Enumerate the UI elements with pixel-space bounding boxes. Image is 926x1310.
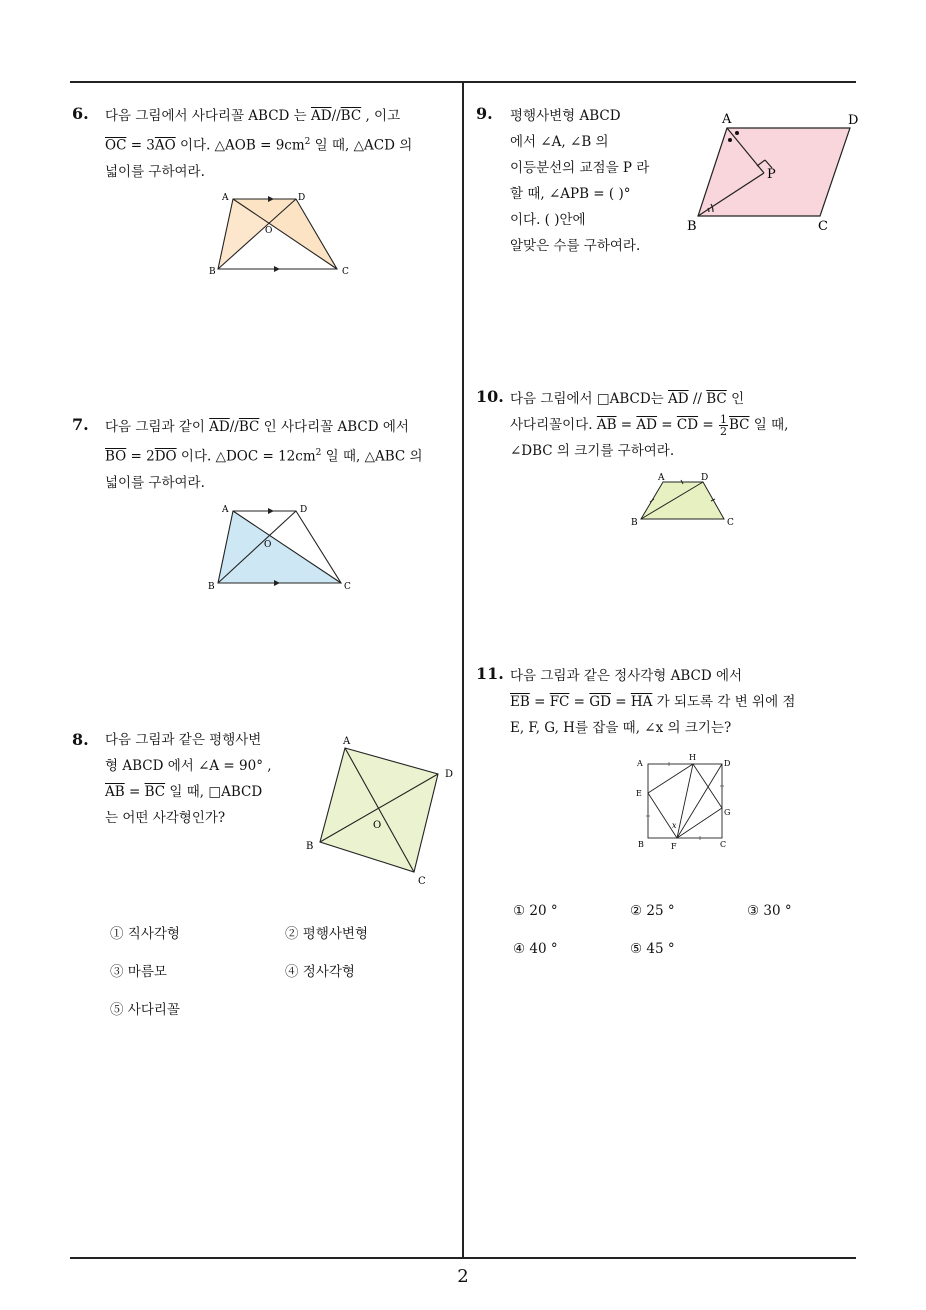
choice-5[interactable]: ⑤ 사다리꼴 xyxy=(110,1002,180,1018)
angle-mark xyxy=(735,131,739,135)
label-c: C xyxy=(342,267,349,277)
text-line-5: 이다. ( )안에 xyxy=(510,212,586,228)
label-o: O xyxy=(373,820,382,831)
text-line-3: 넓이를 구하여라. xyxy=(105,474,205,491)
text-line-3: E, F, G, H를 잡을 때, ∠x 의 크기는? xyxy=(510,720,732,736)
choice-5[interactable]: ⑤ 45 ° xyxy=(630,941,675,957)
label-b: B xyxy=(687,219,697,234)
question-number: 10. xyxy=(476,387,504,406)
angle-mark xyxy=(728,138,732,142)
text-line-1: 다음 그림에서 사다리꼴 ABCD 는 $\overline{AD}//\overline{BC}$ , 이고 xyxy=(105,108,401,124)
question-text xyxy=(510,386,788,464)
square-figure-8 xyxy=(300,730,470,895)
text-line-2: 사다리꼴이다. $\overline{AB} = \overline{AD} = \overline{CD}$ = $\frac{1}{2}$ $\overline{BC}$ 일 때, xyxy=(510,413,789,438)
question-number: 7. xyxy=(72,415,89,434)
choice-1[interactable]: ① 직사각형 xyxy=(110,926,180,942)
label-g: G xyxy=(724,808,731,817)
text-line-3: ∠DBC 의 크기를 구하여라. xyxy=(510,443,675,459)
choice-4[interactable]: ④ 정사각형 xyxy=(285,964,355,980)
text-line-1: 다음 그림과 같은 정사각형 ABCD 에서 xyxy=(510,668,743,684)
question-text xyxy=(105,414,423,496)
label-d: D xyxy=(848,113,859,128)
label-o: O xyxy=(265,226,273,236)
text-line-3: $\overline{AB} = \overline{BC}$ 일 때, □ABCD xyxy=(105,784,263,800)
text-line-2: 에서 ∠A, ∠B 의 xyxy=(510,134,609,150)
choice-1[interactable]: ① 20 ° xyxy=(513,903,558,919)
text-line-4: 할 때, ∠APB = ( )° xyxy=(510,186,631,202)
bottom-rule xyxy=(70,1257,856,1259)
label-a: A xyxy=(222,193,229,203)
label-b: B xyxy=(638,840,644,849)
label-d: D xyxy=(445,769,454,780)
label-b: B xyxy=(208,582,215,592)
label-d: D xyxy=(701,473,709,483)
label-b: B xyxy=(306,841,314,852)
choice-2[interactable]: ② 25 ° xyxy=(630,903,675,919)
text-line-1: 평행사변형 ABCD xyxy=(510,108,621,124)
text-line-2: $\overline{BO} = 2\overline{DO}$ 이다. △DOC = $12cm^2$ 일 때, △ABC 의 xyxy=(105,448,423,465)
label-c: C xyxy=(818,219,828,234)
question-number: 9. xyxy=(476,104,493,123)
label-b: B xyxy=(631,518,638,528)
label-d: D xyxy=(724,759,731,768)
text-line-2: $\overline{EB} = \overline{FC} = \overline{GD} = \overline{HA}$ 가 되도록 각 변 위에 점 xyxy=(510,694,796,710)
label-a: A xyxy=(222,505,229,515)
trapezoid-figure-6 xyxy=(200,188,360,280)
question-text xyxy=(510,103,649,259)
parallel-arrow xyxy=(268,508,274,514)
label-e: E xyxy=(636,789,642,798)
square-figure-11 xyxy=(630,750,740,850)
trapezoid-figure-7 xyxy=(200,500,360,592)
question-text xyxy=(105,103,412,185)
label-c: C xyxy=(344,582,351,592)
label-f: F xyxy=(671,842,677,851)
label-a: A xyxy=(722,112,732,127)
question-number: 8. xyxy=(72,730,89,749)
text-line-6: 알맞은 수를 구하여라. xyxy=(510,238,641,254)
label-a: A xyxy=(343,736,351,747)
choice-3[interactable]: ③ 30 ° xyxy=(747,903,792,919)
question-text xyxy=(105,727,272,831)
text-line-3: 넓이를 구하여라. xyxy=(105,163,205,180)
label-x: x xyxy=(672,821,677,830)
parallelogram-figure-9 xyxy=(680,108,865,238)
choice-3[interactable]: ③ 마름모 xyxy=(110,964,167,980)
text-line-3: 이등분선의 교점을 P 라 xyxy=(510,160,650,176)
parallel-arrow xyxy=(274,266,280,272)
label-c: C xyxy=(720,840,727,849)
text-line-2: 형 ABCD 에서 ∠A = 90° , xyxy=(105,758,272,774)
text-line-1: 다음 그림에서 □ABCD는 $\overline{AD} // \overline{BC}$ 인 xyxy=(510,391,745,407)
text-line-4: 는 어떤 사각형인가? xyxy=(105,810,226,826)
fraction-one-half: $\frac{1}{2}$ xyxy=(719,413,727,438)
shaded-triangle-abc xyxy=(218,511,341,583)
page-number: 2 xyxy=(457,1266,469,1287)
choice-2[interactable]: ② 평행사변형 xyxy=(285,926,368,942)
question-text xyxy=(510,663,795,741)
label-d: D xyxy=(300,505,308,515)
label-c: C xyxy=(418,876,426,887)
text-line-2: $\overline{OC} = 3\overline{AO}$ 이다. △AOB = $9cm^2$ 일 때, △ACD 의 xyxy=(105,137,413,154)
choice-4[interactable]: ④ 40 ° xyxy=(513,941,558,957)
label-b: B xyxy=(209,267,216,277)
text-line-1: 다음 그림과 같이 $\overline{AD}//\overline{BC}$ 인 사다리꼴 ABCD 에서 xyxy=(105,419,409,435)
label-c: C xyxy=(727,518,734,528)
label-a: A xyxy=(658,473,665,483)
text-line-1: 다음 그림과 같은 평행사변 xyxy=(105,732,262,748)
label-h: H xyxy=(689,753,696,762)
trapezoid-figure-10 xyxy=(625,470,745,530)
column-divider xyxy=(462,82,464,1258)
question-number: 11. xyxy=(476,664,504,683)
label-d: D xyxy=(298,193,306,203)
question-number: 6. xyxy=(72,104,89,123)
label-o: O xyxy=(264,540,272,550)
label-a: A xyxy=(637,759,643,768)
label-p: P xyxy=(767,167,776,182)
